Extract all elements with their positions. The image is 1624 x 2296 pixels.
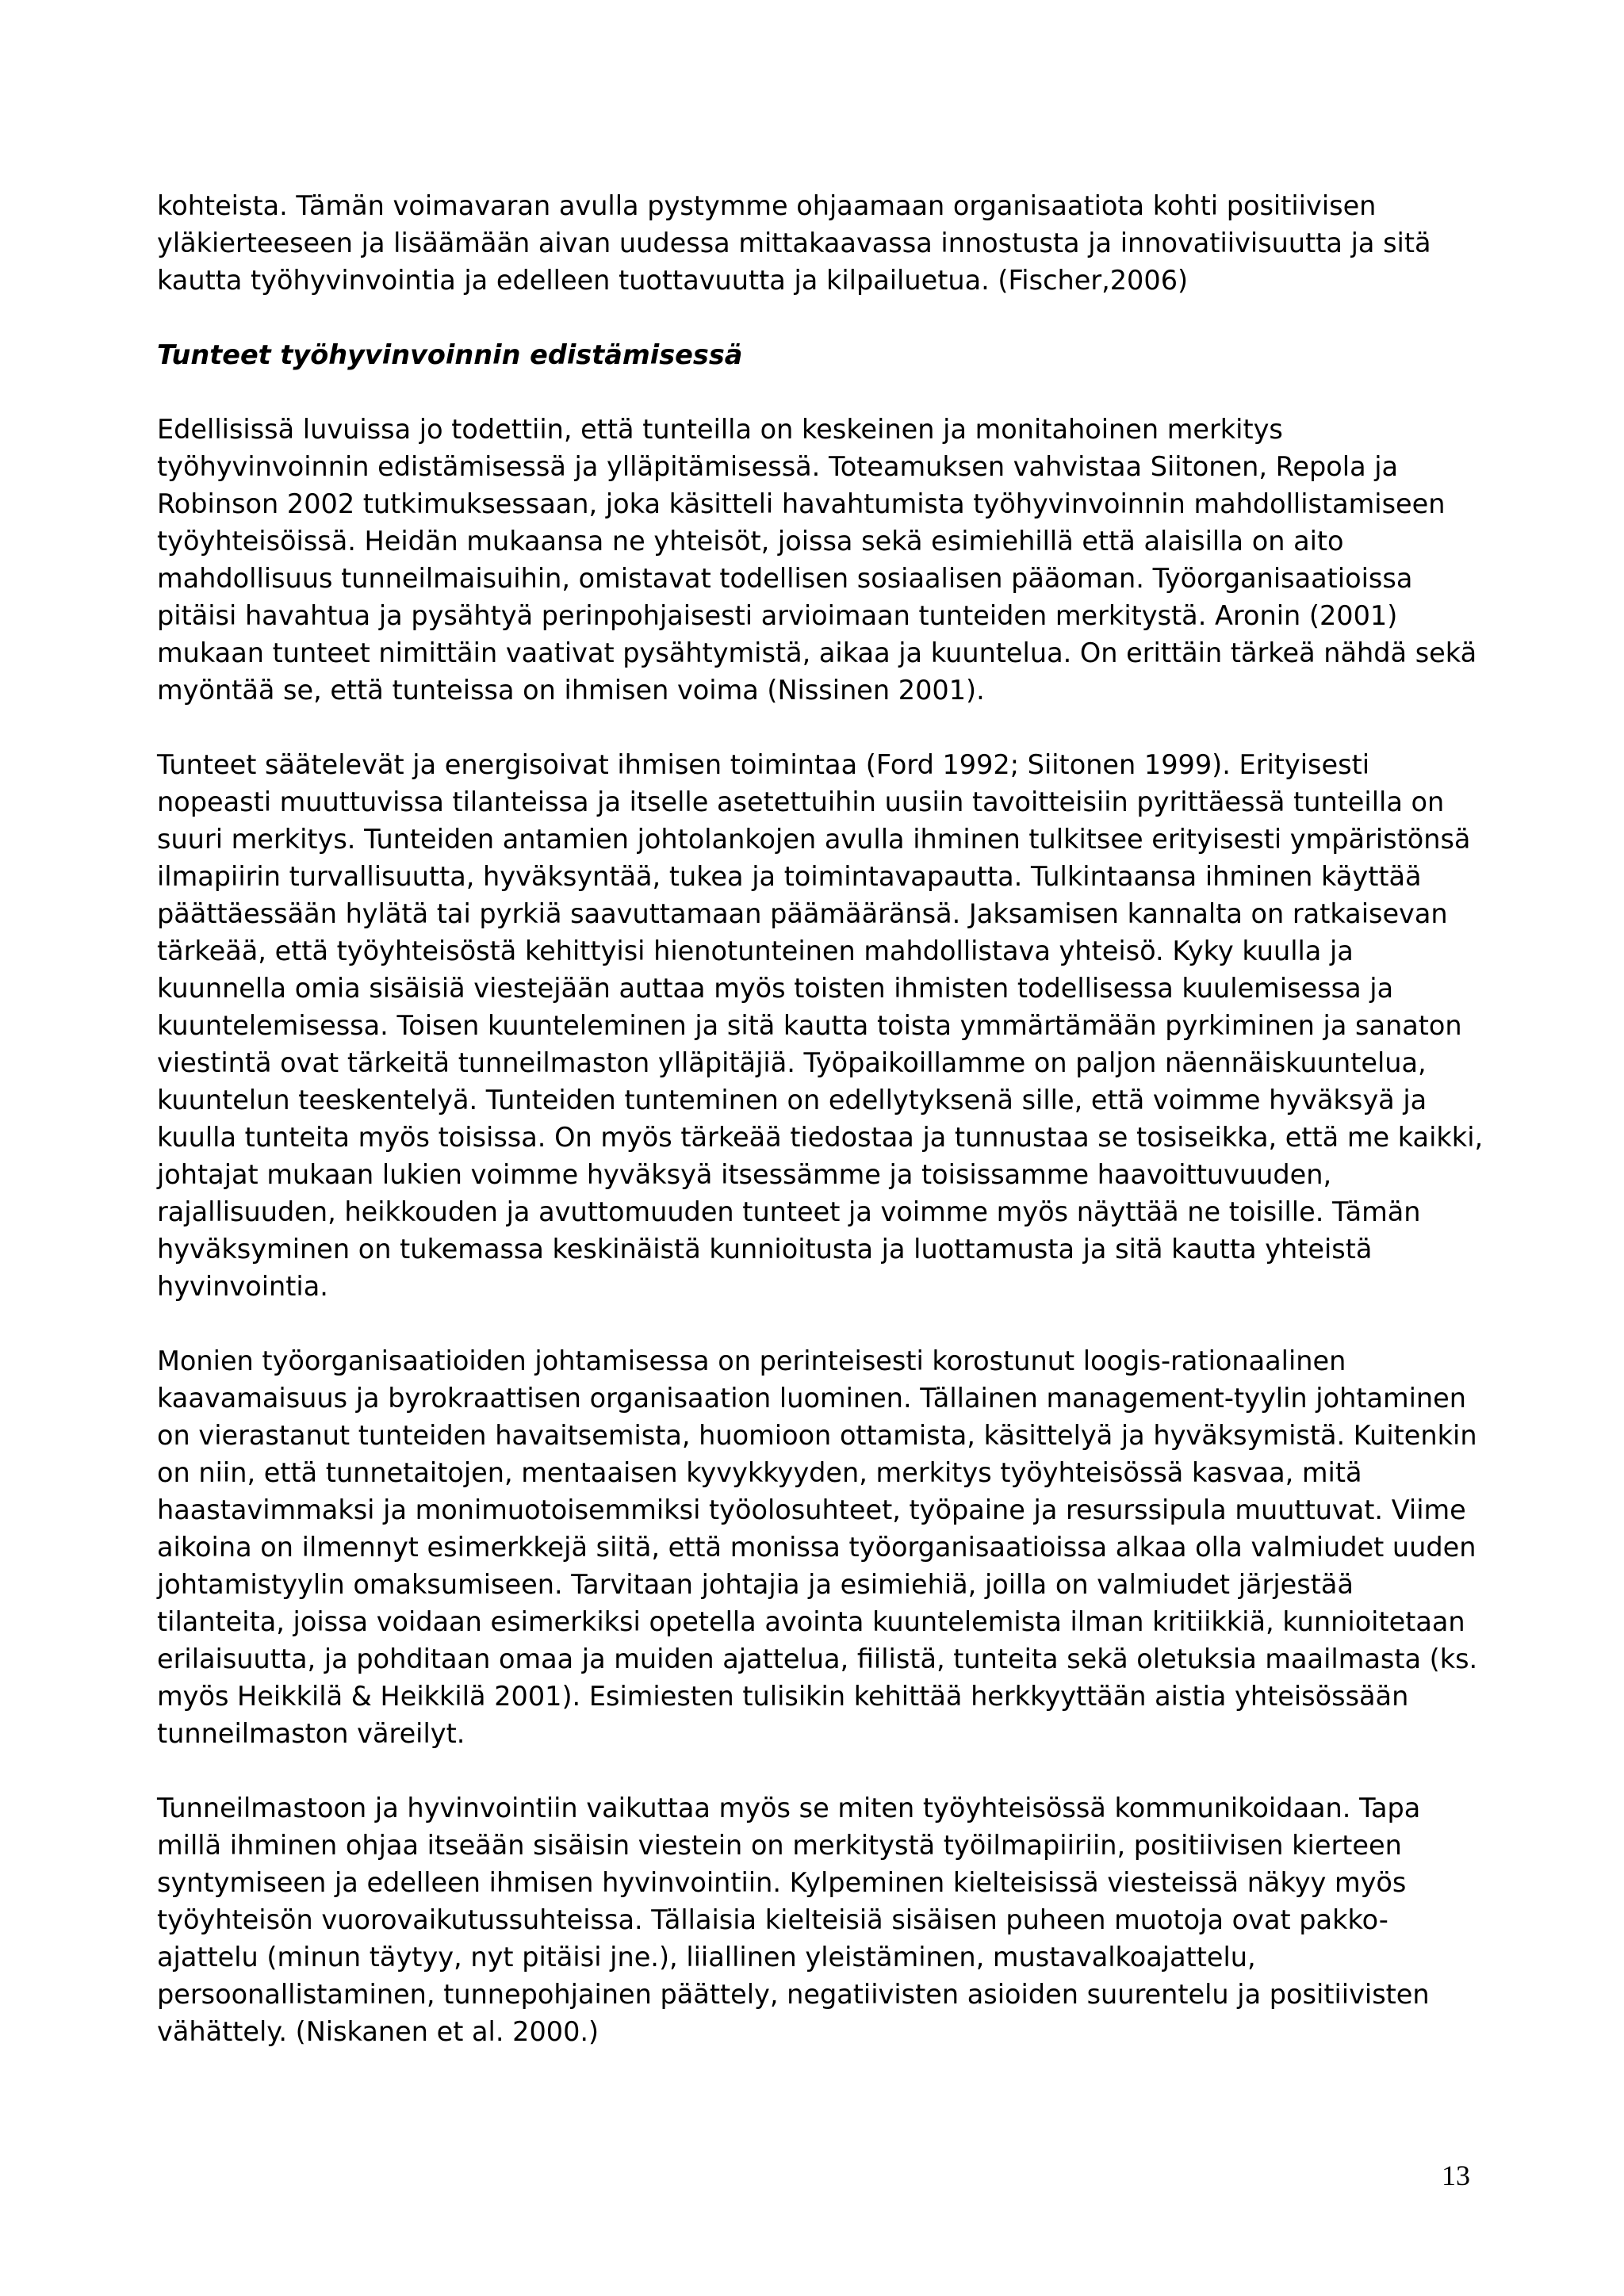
paragraph-2: Tunteet säätelevät ja energisoivat ihmisen toimintaa (Ford 1992; Siitonen 1999). Erityisesti nopeasti muuttuvissa tilanteissa ja itselle asetettuihin uusiin tavoitteisiin pyrittäessä tunteilla on suuri merkitys. Tunteiden antamien johtolankojen avulla ihminen tulkitsee erityisesti ympäristönsä ilmapiirin turvallisuutta, hyväksyntää, tukea ja toimintavapautta. Tulkintaansa ihminen käyttää päättäessään hylätä tai pyrkiä saavuttamaan päämääränsä. Jaksamisen kannalta on ratkaisevan tärkeää, että työyhteisöstä kehittyisi hienotunteinen mahdollistava yhteisö. Kyky kuulla ja kuunnella omia sisäisiä viestejään auttaa myös toisten ihmisten todellisessa kuulemisessa ja kuuntelemisessa. Toisen kuunteleminen ja sitä kautta toista ymmärtämään pyrkiminen ja sanaton viestintä ovat tärkeitä tunneilmaston ylläpitäjiä. Työpaikoillamme on paljon näennäiskuuntelua, kuuntelun teeskentelyä. Tunteiden tunteminen on edellytyksenä sille, että voimme hyväksyä ja kuulla tunteita myös toisissa. On myös tärkeää tiedostaa ja tunnustaa se tosiseikka, että me kaikki, johtajat mukaan lukien voimme hyväksyä itsessämme ja toisissamme haavoittuvuuden, rajallisuuden, heikkouden ja avuttomuuden tunteet ja voimme myös näyttää ne toisille. Tämän hyväksyminen on tukemassa keskinäistä kunnioitusta ja luottamusta ja sitä kautta yhteistä hyvinvointia.: [157, 749, 1484, 1302]
paragraph-3: Monien työorganisaatioiden johtamisessa on perinteisesti korostunut loogis-rationaalinen kaavamaisuus ja byrokraattisen organisaation luominen. Tällainen management-tyylin johtaminen on vierastanut tunteiden havaitsemista, huomioon ottamista, käsittelyä ja hyväksymistä. Kuitenkin on niin, että tunnetaitojen, mentaaisen kyvykkyyden, merkitys työyhteisössä kasvaa, mitä haastavimmaksi ja monimuotoisemmiksi työolosuhteet, työpaine ja resurssipula muuttuvat. Viime aikoina on ilmennyt esimerkkejä siitä, että monissa työorganisaatioissa alkaa olla valmiudet uuden johtamistyylin omaksumiseen. Tarvitaan johtajia ja esimiehiä, joilla on valmiudet järjestää tilanteita, joissa voidaan esimerkiksi opetella avointa kuuntelemista ilman kritiikkiä, kunnioitetaan erilaisuutta, ja pohditaan omaa ja muiden ajattelua, fiilistä, tunteita sekä oletuksia maailmasta (ks. myös Heikkilä & Heikkilä 2001). Esimiesten tulisikin kehittää herkkyyttään aistia yhteisössään tunneilmaston väreilyt.: [157, 1345, 1478, 1749]
intro-paragraph: kohteista. Tämän voimavaran avulla pystymme ohjaamaan organisaatiota kohti positiivisen yläkierteeseen ja lisäämään aivan uudessa mittakaavassa innostusta ja innovatiivisuutta ja sitä kautta työhyvinvointia ja edelleen tuottavuutta ja kilpailuetua. (Fischer,2006): [157, 190, 1431, 296]
paragraph-4: Tunneilmastoon ja hyvinvointiin vaikuttaa myös se miten työyhteisössä kommunikoidaan. Tapa millä ihminen ohjaa itseään sisäisin viestein on merkitystä työilmapiiriin, positiivisen kierteen syntymiseen ja edelleen ihmisen hyvinvointiin. Kylpeminen kielteisissä viesteissä näkyy myös työyhteisön vuorovaikutussuhteissa. Tällaisia kielteisiä sisäisen puheen muotoja ovat pakko-ajattelu (minun täytyy, nyt pitäisi jne.), liiallinen yleistäminen, mustavalkoajattelu, persoonallistaminen, tunnepohjainen päättely, negatiivisten asioiden suurentelu ja positiivisten vähättely. (Niskanen et al. 2000.): [157, 1793, 1430, 2047]
paragraph-1: Edellisissä luvuissa jo todettiin, että tunteilla on keskeinen ja monitahoinen merkitys työhyvinvoinnin edistämisessä ja ylläpitämisessä. Toteamuksen vahvistaa Siitonen, Repola ja Robinson 2002 tutkimuksessaan, joka käsitteli havahtumista työhyvinvoinnin mahdollistamiseen työyhteisöissä. Heidän mukaansa ne yhteisöt, joissa sekä esimiehillä että alaisilla on aito mahdollisuus tunneilmaisuihin, omistavat todellisen sosiaalisen pääoman. Työorganisaatioissa pitäisi havahtua ja pysähtyä perinpohjaisesti arvioimaan tunteiden merkitystä. Aronin (2001) mukaan tunteet nimittäin vaativat pysähtymistä, aikaa ja kuuntelua. On erittäin tärkeä nähdä sekä myöntää se, että tunteissa on ihmisen voima (Nissinen 2001).: [157, 414, 1477, 706]
document-page: [157, 187, 1489, 2087]
page-number: 13: [1442, 2160, 1470, 2191]
section-heading: Tunteet työhyvinvoinnin edistämisessä: [157, 339, 743, 370]
